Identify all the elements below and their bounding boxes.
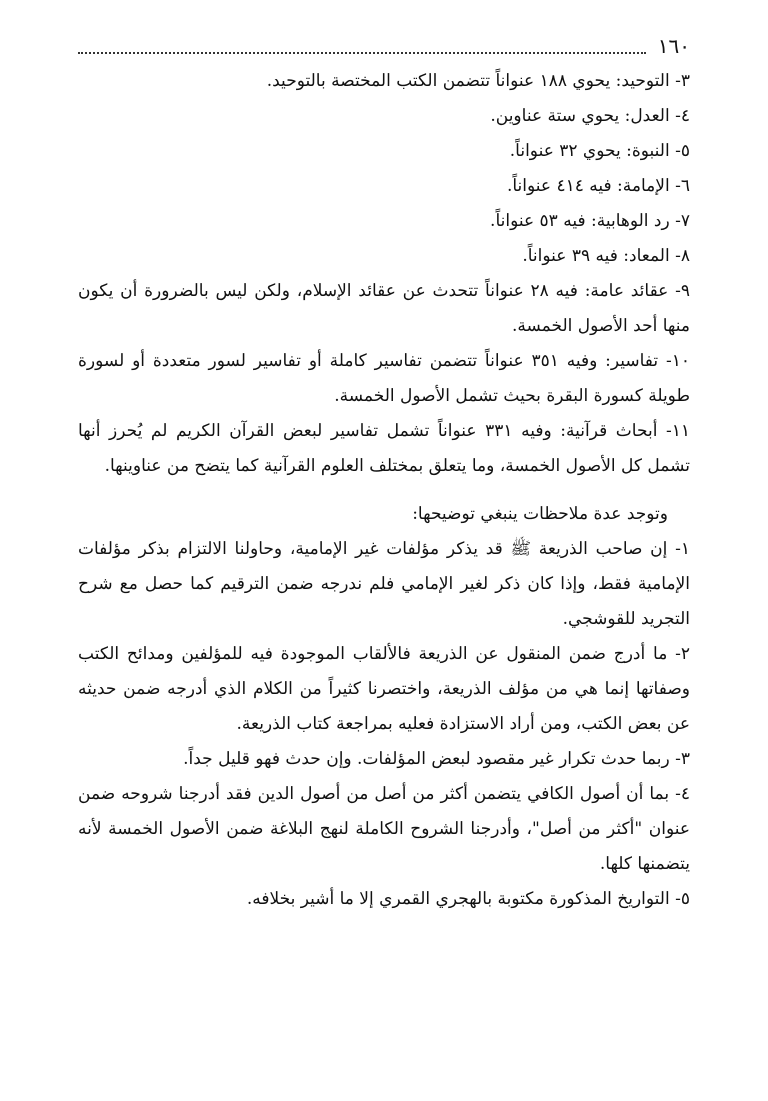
category-item-adl: ٤- العدل: يحوي ستة عناوين.	[490, 106, 690, 126]
page-number: ١٦٠	[657, 34, 690, 58]
category-item-quranic-research: ١١- أبحاث قرآنية: وفيه ٣٣١ عنواناً تشمل تفاسير لبعض القرآن الكريم لم يُحرز أنها تشمل كل الأصول الخمسة، وما يتعلق بمختلف العلوم القرآنية كما يتضح من عناوينها.	[78, 421, 691, 476]
category-item-general-beliefs: ٩- عقائد عامة: فيه ٢٨ عنواناً تتحدث عن عقائد الإسلام، ولكن ليس بالضرورة أن يكون منها أحد الأصول الخمسة.	[78, 281, 690, 336]
category-item-nubuwwa: ٥- النبوة: يحوي ٣٢ عنواناً.	[509, 141, 690, 161]
note-item: ٤- بما أن أصول الكافي يتضمن أكثر من أصل من أصول الدين فقد أدرجنا شروحه ضمن عنوان "أكثر من أصل"، وأدرجنا الشروح الكاملة لنهج البلاغة ضمن الأصول الخمسة لأنه يتضمنها كلها.	[78, 784, 690, 874]
category-item-maad: ٨- المعاد: فيه ٣٩ عنواناً.	[522, 246, 690, 266]
note-item: ٣- ربما حدث تكرار غير مقصود لبعض المؤلفات. وإن حدث فهو قليل جداً.	[183, 749, 690, 769]
category-item-tafasir: ١٠- تفاسير: وفيه ٣٥١ عنواناً تتضمن تفاسير كاملة أو تفاسير لسور متعددة أو لسورة طويلة كسورة البقرة بحيث تشمل الأصول الخمسة.	[78, 351, 690, 406]
category-item-tawhid: ٣- التوحيد: يحوي ١٨٨ عنواناً تتضمن الكتب المختصة بالتوحيد.	[266, 71, 690, 91]
category-item-imama: ٦- الإمامة: فيه ٤١٤ عنواناً.	[506, 176, 690, 196]
page-body	[78, 64, 690, 917]
note-item: ٢- ما أدرج ضمن المنقول عن الذريعة فالألقاب الموجودة فيه للمؤلفين ومدائح الكتب وصفاتها إنما هي من مؤلف الذريعة، واختصرنا كثيراً من الكلام الذي أدرجه ضمن حديثه عن بعض الكتب، ومن أراد الاستزادة فعليه بمراجعة كتاب الذريعة.	[78, 644, 690, 734]
header-dotted-rule	[78, 42, 646, 54]
note-item: ٥- التواريخ المذكورة مكتوبة بالهجري القمري إلا ما أشير بخلافه.	[246, 889, 690, 909]
category-item-radd-wahhabiya: ٧- رد الوهابية: فيه ٥٣ عنواناً.	[490, 211, 690, 231]
notes-intro: وتوجد عدة ملاحظات ينبغي توضيحها:	[412, 504, 668, 524]
page-header	[78, 34, 690, 58]
note-item: ١- إن صاحب الذريعة ﷺ قد يذكر مؤلفات غير الإمامية، وحاولنا الالتزام بذكر مؤلفات الإمامية فقط، وإذا كان ذكر لغير الإمامي فلم ندرجه ضمن الترقيم كما حصل مع شرح التجريد للقوشجي.	[78, 539, 690, 629]
